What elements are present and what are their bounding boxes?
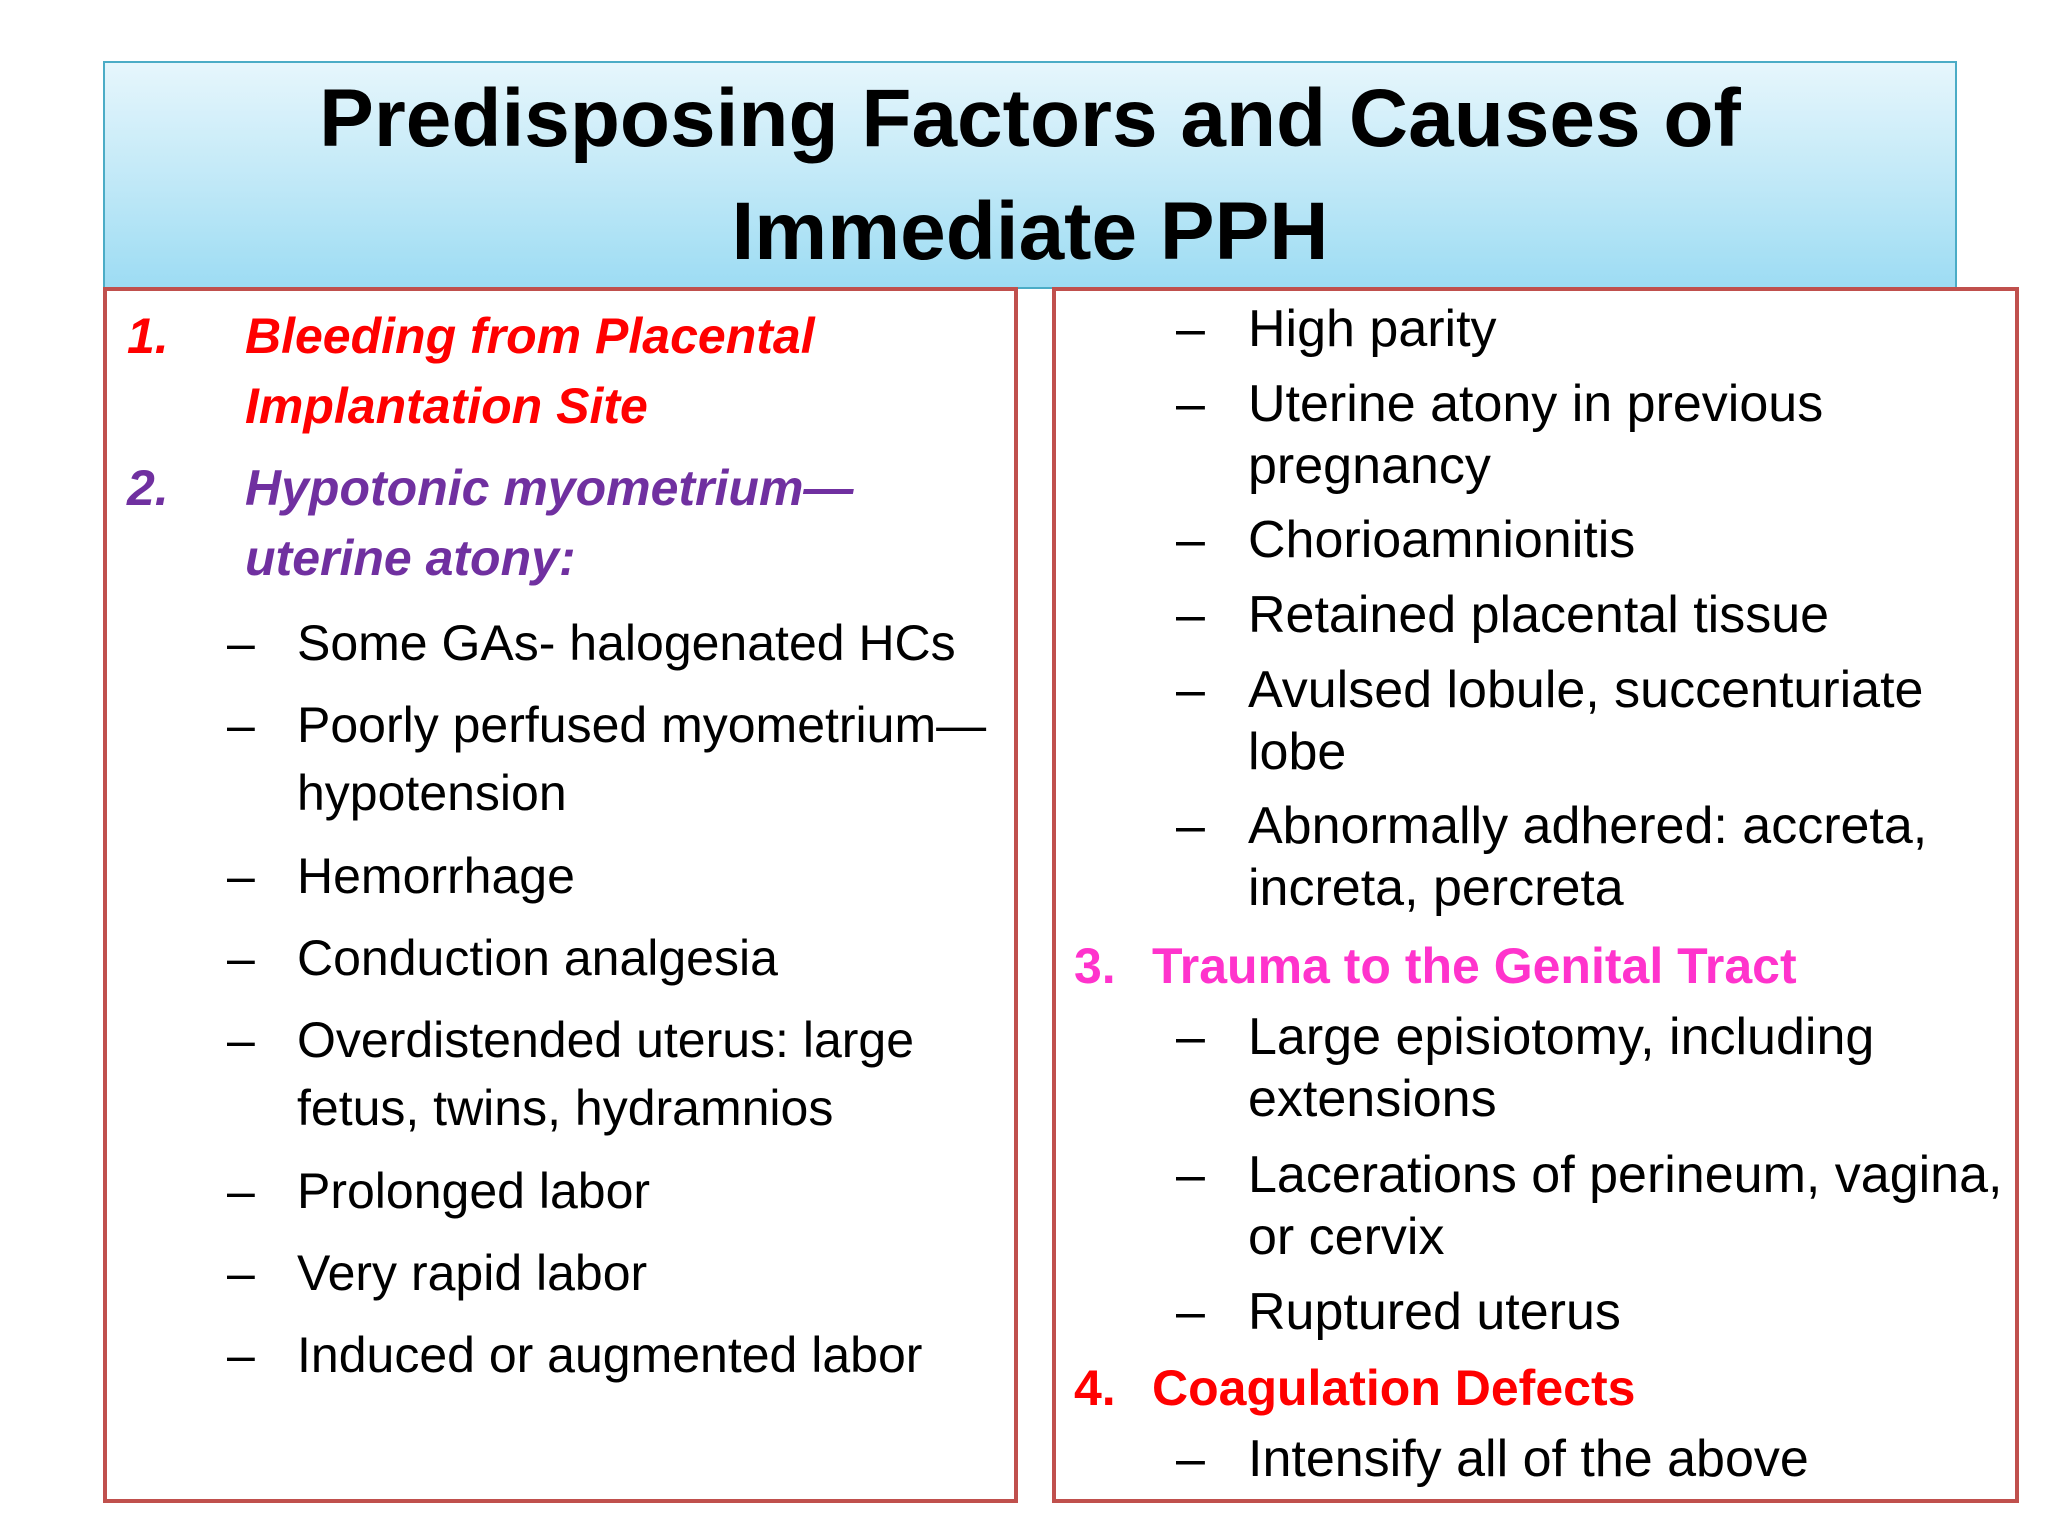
- dash-bullet: –: [227, 615, 255, 671]
- dash-bullet: –: [1176, 1430, 1205, 1488]
- left-panel: [103, 287, 1018, 1503]
- dash-bullet: –: [227, 848, 255, 904]
- list-item-text: Uterine atony in previous pregnancy: [1248, 375, 1824, 495]
- heading-uterine-atony: [127, 453, 997, 593]
- list-item-text: Some GAs- halogenated HCs: [297, 615, 956, 671]
- heading-text: Bleeding from Placental Implantation Site: [245, 308, 815, 434]
- list-item-text: Conduction analgesia: [297, 930, 778, 986]
- heading-number: 4.: [1074, 1360, 1116, 1416]
- dash-bullet: –: [1176, 661, 1205, 719]
- heading-number: 2.: [127, 460, 169, 516]
- heading-text: Trauma to the Genital Tract: [1152, 938, 1797, 994]
- heading-text: Hypotonic myometrium—uterine atony:: [245, 460, 854, 586]
- dash-bullet: –: [1176, 1283, 1205, 1341]
- dash-bullet: –: [1176, 511, 1205, 569]
- list-item-text: Poorly perfused myometrium—hypotension: [297, 697, 987, 821]
- dash-bullet: –: [1176, 300, 1205, 358]
- dash-bullet: –: [1176, 1146, 1205, 1204]
- dash-bullet: –: [1176, 586, 1205, 644]
- dash-bullet: –: [227, 1012, 255, 1068]
- dash-bullet: –: [1176, 1008, 1205, 1066]
- dash-bullet: –: [227, 930, 255, 986]
- dash-bullet: –: [227, 697, 255, 753]
- list-item-text: Abnormally adhered: accreta, increta, percreta: [1248, 797, 1928, 917]
- list-item-text: Intensify all of the above: [1248, 1430, 1809, 1488]
- dash-bullet: –: [1176, 797, 1205, 855]
- heading-number: 3.: [1074, 938, 1116, 994]
- page-title: Predisposing Factors and Causes of Immediate PPH: [319, 73, 1741, 277]
- list-item-text: Retained placental tissue: [1248, 586, 1830, 644]
- dash-bullet: –: [227, 1163, 255, 1219]
- list-item-text: Induced or augmented labor: [297, 1327, 923, 1383]
- list-item-text: Lacerations of perineum, vagina, or cervix: [1248, 1146, 2003, 1266]
- heading-genital-trauma: [1074, 931, 1994, 1001]
- list-item-text: High parity: [1248, 300, 1497, 358]
- title-banner: [103, 61, 1957, 289]
- heading-number: 1.: [127, 308, 169, 364]
- list-item-text: Chorioamnionitis: [1248, 511, 1636, 569]
- list-item-text: Hemorrhage: [297, 848, 575, 904]
- heading-coagulation-defects: [1074, 1353, 1994, 1423]
- list-item-text: Ruptured uterus: [1248, 1283, 1621, 1341]
- heading-text: Coagulation Defects: [1152, 1360, 1636, 1416]
- dash-bullet: –: [227, 1245, 255, 1301]
- heading-placental-site: [127, 301, 997, 441]
- list-item-text: Avulsed lobule, succenturiate lobe: [1248, 661, 1924, 781]
- dash-bullet: –: [1176, 375, 1205, 433]
- right-panel: [1052, 287, 2019, 1503]
- list-item-text: Large episiotomy, including extensions: [1248, 1008, 1875, 1128]
- list-item-text: Very rapid labor: [297, 1245, 648, 1301]
- list-item-text: Prolonged labor: [297, 1163, 651, 1219]
- list-item-text: Overdistended uterus: large fetus, twins, hydramnios: [297, 1012, 915, 1136]
- dash-bullet: –: [227, 1327, 255, 1383]
